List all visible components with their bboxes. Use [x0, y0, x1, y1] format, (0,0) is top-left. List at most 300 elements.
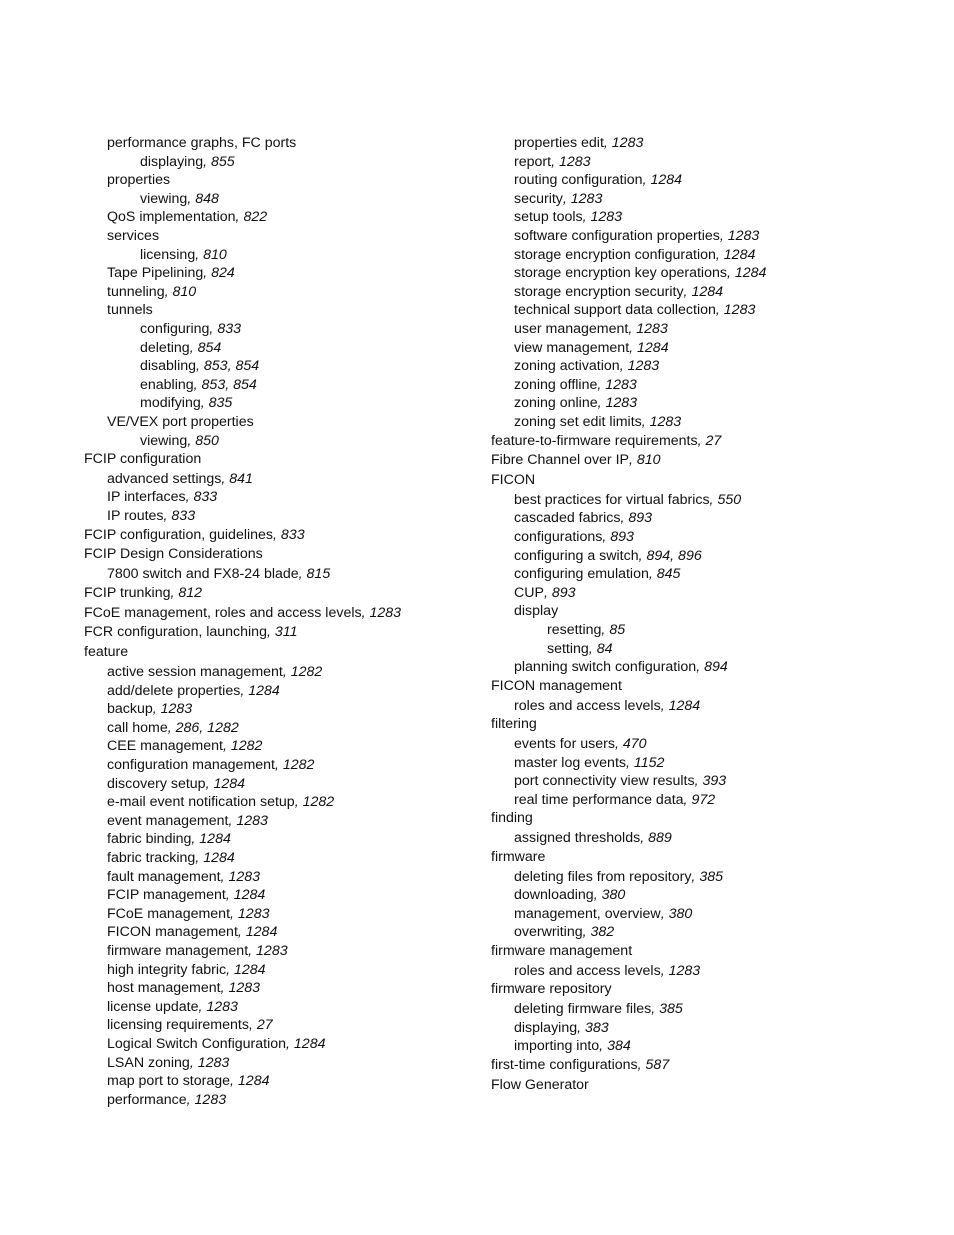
- index-term: best practices for virtual fabrics: [514, 491, 710, 508]
- index-entry: [491, 1076, 766, 1096]
- index-term: display: [514, 603, 559, 620]
- index-term: deleting firmware files: [514, 1001, 652, 1018]
- index-entry: [514, 264, 766, 283]
- index-separator: ,: [198, 998, 207, 1015]
- index-entry: [140, 376, 401, 395]
- page-reference: 1283: [727, 227, 760, 244]
- index-entry: [107, 905, 401, 924]
- page-reference: 393: [702, 773, 727, 790]
- index-term: finding: [491, 810, 533, 827]
- index-separator: ,: [601, 622, 610, 639]
- index-separator: ,: [642, 172, 651, 189]
- index-entry: [514, 754, 766, 773]
- index-term: FCIP Design Considerations: [84, 546, 263, 563]
- index-entry: [107, 663, 401, 682]
- index-term: FCIP management: [107, 887, 226, 904]
- index-term: feature: [84, 644, 129, 661]
- index-entry: [107, 507, 401, 526]
- index-term: FCoE management: [107, 905, 231, 922]
- page-reference: 1284: [734, 265, 767, 282]
- index-entry: [107, 171, 401, 190]
- index-term: Logical Switch Configuration: [107, 1035, 287, 1052]
- index-term: report: [514, 153, 552, 170]
- index-entry: [140, 190, 401, 209]
- index-term: configuration management: [107, 757, 275, 774]
- page-reference: 286, 1282: [175, 719, 239, 736]
- index-entry: [107, 737, 401, 756]
- index-term: zoning offline: [514, 376, 598, 393]
- index-entry: [107, 793, 401, 812]
- index-separator: ,: [628, 320, 637, 337]
- index-separator: ,: [599, 1038, 608, 1055]
- index-term: Tape Pipelining: [107, 265, 204, 282]
- index-separator: ,: [203, 265, 212, 282]
- index-entry: [491, 1056, 766, 1076]
- index-entry: [140, 153, 401, 172]
- index-term: master log events: [514, 754, 626, 771]
- index-term: backup: [107, 701, 153, 718]
- index-separator: ,: [715, 302, 724, 319]
- index-term: license update: [107, 998, 199, 1015]
- index-separator: ,: [248, 942, 257, 959]
- page-reference: 1284: [723, 246, 756, 263]
- index-term: viewing: [140, 432, 188, 449]
- page-reference: 1284: [233, 961, 266, 978]
- index-separator: ,: [620, 510, 629, 527]
- page-reference: 1282: [290, 664, 323, 681]
- page-reference: 854: [197, 339, 222, 356]
- index-term: map port to storage: [107, 1073, 231, 1090]
- page-reference: 1283: [611, 135, 644, 151]
- page-reference: 1284: [213, 775, 246, 792]
- page-reference: 822: [243, 209, 268, 226]
- index-entry: [107, 1072, 401, 1091]
- index-entry: [491, 471, 766, 491]
- index-separator: ,: [235, 209, 244, 226]
- page-reference: 27: [705, 432, 722, 449]
- page-reference: 1284: [650, 172, 683, 189]
- index-separator: ,: [273, 526, 281, 543]
- index-entry: [84, 643, 401, 663]
- index-separator: ,: [275, 757, 283, 774]
- index-separator: ,: [164, 283, 173, 300]
- index-separator: ,: [230, 1073, 238, 1090]
- page-reference: 1283: [206, 998, 238, 1015]
- page-reference: 1283: [605, 376, 637, 393]
- index-entry: [514, 547, 766, 566]
- index-entry: [514, 357, 766, 376]
- page-reference: 1152: [633, 754, 665, 771]
- index-term: storage encryption key operations: [514, 265, 727, 282]
- index-entry: [514, 491, 766, 510]
- index-term: fault management: [107, 868, 221, 885]
- index-term: tunneling: [107, 283, 165, 300]
- index-separator: ,: [220, 868, 229, 885]
- index-term: CUP: [514, 584, 544, 601]
- index-separator: ,: [225, 887, 234, 904]
- index-term: zoning activation: [514, 358, 620, 375]
- index-separator: ,: [203, 153, 211, 170]
- index-term: e-mail event notification setup: [107, 794, 295, 811]
- index-term: configuring a switch: [514, 547, 639, 564]
- index-entry: [514, 134, 766, 153]
- index-term: storage encryption configuration: [514, 246, 716, 263]
- index-term: call home: [107, 719, 168, 736]
- index-separator: ,: [640, 830, 649, 847]
- index-term: feature-to-firmware requirements: [491, 432, 698, 449]
- page-reference: 824: [211, 265, 235, 282]
- index-entry: [514, 829, 766, 848]
- index-separator: ,: [694, 773, 703, 790]
- index-column-left: [84, 134, 401, 1109]
- index-term: 7800 switch and FX8-24 blade: [107, 566, 299, 583]
- index-entry: [514, 602, 766, 621]
- index-entry: [140, 246, 401, 265]
- index-entry: [84, 623, 401, 643]
- index-entry: [107, 227, 401, 246]
- index-term: FICON management: [107, 924, 238, 941]
- page-reference: 893: [610, 529, 634, 546]
- page-reference: 1283: [256, 942, 288, 959]
- page-reference: 1283: [160, 701, 193, 718]
- index-separator: ,: [200, 395, 209, 412]
- index-term: VE/VEX port properties: [107, 413, 254, 430]
- index-term: downloading: [514, 887, 594, 904]
- page-reference: 1283: [605, 395, 638, 412]
- index-separator: ,: [683, 283, 692, 300]
- index-entry: [547, 621, 766, 640]
- index-entry: [107, 812, 401, 831]
- page-reference: 815: [306, 566, 331, 583]
- index-term: routing configuration: [514, 172, 643, 189]
- index-term: enabling: [140, 376, 194, 393]
- index-separator: ,: [660, 697, 669, 714]
- index-separator: ,: [163, 508, 172, 525]
- index-term: roles and access levels: [514, 697, 661, 714]
- index-entry: [140, 432, 401, 451]
- index-term: licensing requirements: [107, 1017, 249, 1034]
- index-separator: ,: [625, 754, 634, 771]
- page-reference: 1284: [668, 697, 701, 714]
- index-term: IP interfaces: [107, 489, 186, 506]
- page-reference: 833: [193, 489, 218, 506]
- index-term: zoning online: [514, 395, 598, 412]
- index-term: CEE management: [107, 738, 223, 755]
- page-reference: 380: [601, 887, 626, 904]
- index-entry: [107, 134, 401, 153]
- page-reference: 587: [645, 1056, 670, 1073]
- index-term: FCR configuration, launching: [84, 624, 267, 641]
- index-separator: ,: [683, 791, 692, 808]
- page-reference: 1283: [228, 868, 261, 885]
- index-separator: ,: [660, 905, 669, 922]
- index-entry: [84, 604, 401, 624]
- index-term: tunnels: [107, 302, 153, 319]
- index-entry: [514, 697, 766, 716]
- index-separator: ,: [205, 775, 214, 792]
- index-entry: [514, 339, 766, 358]
- index-separator: ,: [228, 812, 237, 829]
- index-separator: ,: [226, 961, 234, 978]
- index-separator: ,: [588, 640, 597, 657]
- index-term: zoning set edit limits: [514, 413, 642, 430]
- page-reference: 470: [622, 736, 647, 753]
- index-entry: [84, 450, 401, 470]
- index-separator: ,: [577, 1019, 585, 1036]
- index-separator: ,: [582, 924, 591, 941]
- index-entry: [107, 413, 401, 432]
- index-term: firmware management: [491, 942, 633, 959]
- page-reference: 311: [274, 624, 298, 641]
- page-reference: 27: [256, 1017, 273, 1034]
- index-entry: [491, 432, 766, 452]
- index-separator: ,: [186, 1091, 195, 1108]
- page-reference: 1284: [233, 887, 266, 904]
- index-separator: ,: [209, 320, 218, 337]
- page-reference: 1284: [245, 924, 278, 941]
- index-entry: [514, 886, 766, 905]
- page-reference: 1282: [302, 794, 335, 811]
- page-reference: 1284: [237, 1073, 270, 1090]
- index-separator: ,: [697, 432, 706, 449]
- index-term: fabric binding: [107, 831, 192, 848]
- index-entry: [107, 961, 401, 980]
- index-term: performance graphs, FC ports: [107, 135, 297, 151]
- page-reference: 1284: [691, 283, 723, 300]
- index-separator: ,: [189, 339, 198, 356]
- index-entry: [491, 715, 766, 735]
- index-term: advanced settings: [107, 470, 222, 487]
- index-separator: ,: [361, 604, 370, 621]
- index-separator: ,: [187, 432, 196, 449]
- index-term: services: [107, 227, 160, 244]
- index-entry: [514, 923, 766, 942]
- page-reference: 810: [172, 283, 197, 300]
- index-separator: ,: [614, 736, 623, 753]
- index-entry: [107, 682, 401, 701]
- index-separator: ,: [193, 376, 202, 393]
- index-term: add/delete properties: [107, 682, 241, 699]
- index-term: discovery setup: [107, 775, 206, 792]
- index-term: configuring: [140, 320, 210, 337]
- page-reference: 833: [217, 320, 241, 337]
- page-reference: 1283: [636, 320, 668, 337]
- index-term: FICON management: [491, 677, 622, 694]
- index-term: planning switch configuration: [514, 659, 697, 676]
- page-reference: 1283: [723, 302, 756, 319]
- index-separator: ,: [719, 227, 728, 244]
- page-reference: 1284: [203, 849, 235, 866]
- page-reference: 853, 854: [201, 376, 257, 393]
- index-entry: [514, 376, 766, 395]
- index-entry: [514, 868, 766, 887]
- page-reference: 382: [590, 924, 615, 941]
- page-reference: 1283: [570, 190, 603, 207]
- page-reference: 1283: [197, 1054, 230, 1071]
- index-entry: [514, 509, 766, 528]
- index-term: active session management: [107, 664, 283, 681]
- page-reference: 380: [668, 905, 693, 922]
- index-separator: ,: [641, 413, 650, 430]
- index-entry: [107, 264, 401, 283]
- page-reference: 1283: [236, 812, 268, 829]
- index-term: fabric tracking: [107, 849, 196, 866]
- index-separator: ,: [185, 489, 194, 506]
- index-entry: [514, 565, 766, 584]
- index-entry: [107, 719, 401, 738]
- index-term: displaying: [514, 1019, 578, 1036]
- index-entry: [514, 283, 766, 302]
- page-reference: 550: [717, 491, 742, 508]
- index-term: LSAN zoning: [107, 1054, 190, 1071]
- page-reference: 384: [607, 1038, 631, 1055]
- index-entry: [514, 905, 766, 924]
- page-reference: 385: [699, 868, 723, 885]
- index-separator: ,: [602, 529, 611, 546]
- page-reference: 1283: [237, 905, 270, 922]
- page-reference: 1284: [248, 682, 280, 699]
- index-separator: ,: [551, 153, 559, 170]
- page-reference: 833: [280, 526, 305, 543]
- index-entry: [84, 584, 401, 604]
- page-reference: 1284: [199, 831, 231, 848]
- index-term: high integrity fabric: [107, 961, 227, 978]
- index-term: deleting: [140, 339, 190, 356]
- page-reference: 1283: [369, 604, 402, 621]
- index-entry: [84, 545, 401, 565]
- index-term: firmware repository: [491, 981, 612, 998]
- page-reference: 1283: [649, 413, 682, 430]
- index-separator: ,: [187, 190, 196, 207]
- index-separator: ,: [715, 246, 724, 263]
- page-reference: 835: [208, 395, 233, 412]
- index-term: FCIP configuration: [84, 451, 202, 468]
- index-term: events for users: [514, 736, 615, 753]
- page-reference: 1283: [228, 980, 261, 997]
- index-entry: [107, 283, 401, 302]
- page-reference: 810: [636, 452, 661, 469]
- index-entry: [107, 208, 401, 227]
- index-term: deleting files from repository: [514, 868, 692, 885]
- index-separator: ,: [696, 659, 705, 676]
- page-reference: 893: [551, 584, 576, 601]
- index-entry: [107, 565, 401, 584]
- index-separator: ,: [196, 358, 204, 375]
- index-separator: ,: [237, 924, 246, 941]
- index-separator: ,: [266, 624, 275, 641]
- index-term: view management: [514, 339, 630, 356]
- index-separator: ,: [629, 452, 637, 469]
- page-reference: 1283: [590, 209, 623, 226]
- index-entry: [514, 171, 766, 190]
- page-reference: 889: [648, 830, 672, 847]
- index-term: properties edit: [514, 135, 604, 151]
- page-reference: 1283: [627, 358, 660, 375]
- index-term: performance: [107, 1091, 187, 1108]
- index-entry: [514, 1037, 766, 1056]
- index-term: Fibre Channel over IP: [491, 452, 630, 469]
- index-entry: [107, 301, 401, 320]
- index-term: modifying: [140, 395, 201, 412]
- index-term: host management: [107, 980, 221, 997]
- index-term: setup tools: [514, 209, 583, 226]
- index-separator: ,: [619, 358, 628, 375]
- index-entry: [491, 848, 766, 868]
- index-separator: ,: [597, 376, 606, 393]
- index-entry: [140, 394, 401, 413]
- page-reference: 848: [195, 190, 219, 207]
- index-entry: [140, 357, 401, 376]
- index-separator: ,: [191, 831, 200, 848]
- index-term: resetting: [547, 622, 602, 639]
- index-entry: [514, 1019, 766, 1038]
- page-reference: 894: [704, 659, 728, 676]
- index-entry: [514, 528, 766, 547]
- index-separator: ,: [660, 962, 669, 979]
- index-entry: [514, 1000, 766, 1019]
- index-entry: [514, 301, 766, 320]
- index-entry: [514, 584, 766, 603]
- index-entry: [107, 1035, 401, 1054]
- index-separator: ,: [562, 190, 571, 207]
- index-term: event management: [107, 812, 229, 829]
- index-entry: [107, 923, 401, 942]
- index-term: FICON: [491, 472, 536, 489]
- index-entry: [514, 735, 766, 754]
- page-reference: 972: [691, 791, 716, 808]
- page-reference: 841: [229, 470, 253, 487]
- page-reference: 812: [178, 584, 203, 601]
- index-separator: ,: [582, 209, 591, 226]
- index-entry: [107, 1054, 401, 1073]
- page-reference: 893: [628, 510, 653, 527]
- index-separator: ,: [597, 395, 606, 412]
- index-separator: ,: [648, 566, 657, 583]
- page-reference: 894, 896: [646, 547, 702, 564]
- index-term: cascaded fabrics: [514, 510, 621, 527]
- index-entry: [514, 772, 766, 791]
- index-term: importing into: [514, 1038, 600, 1055]
- index-term: configuring emulation: [514, 566, 649, 583]
- index-term: storage encryption security: [514, 283, 684, 300]
- index-entry: [491, 980, 766, 1000]
- index-term: firmware management: [107, 942, 249, 959]
- index-term: user management: [514, 320, 629, 337]
- page-reference: 85: [609, 622, 626, 639]
- page-reference: 84: [596, 640, 613, 657]
- page-reference: 850: [195, 432, 219, 449]
- index-term: first-time configurations: [491, 1056, 638, 1073]
- index-separator: ,: [189, 1054, 198, 1071]
- index-separator: ,: [167, 719, 176, 736]
- index-term: assigned thresholds: [514, 830, 641, 847]
- index-term: filtering: [491, 716, 537, 733]
- index-separator: ,: [195, 246, 204, 263]
- index-entry: [514, 320, 766, 339]
- index-entry: [514, 190, 766, 209]
- index-separator: ,: [638, 547, 647, 564]
- index-entry: [514, 246, 766, 265]
- index-entry: [107, 830, 401, 849]
- index-entry: [107, 775, 401, 794]
- index-entry: [491, 451, 766, 471]
- page-reference: 1284: [293, 1035, 326, 1052]
- page-reference: 853, 854: [203, 358, 260, 375]
- index-term: firmware: [491, 848, 546, 865]
- index-entry: [107, 979, 401, 998]
- index-entry: [107, 1016, 401, 1035]
- index-entry: [514, 227, 766, 246]
